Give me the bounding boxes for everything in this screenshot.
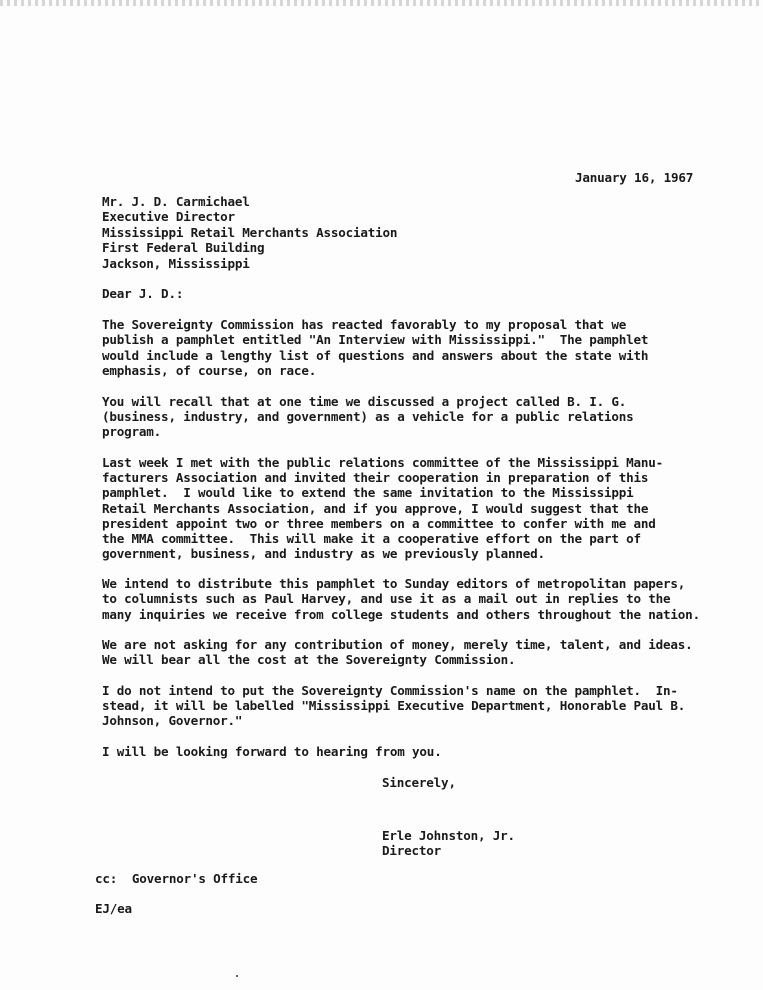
letter-date: January 16, 1967 [575,170,694,185]
body-line: I will be looking forward to hearing from you. [102,744,442,759]
body-line: Retail Merchants Association, and if you approve, I would suggest that the [102,501,649,516]
body-line: emphasis, of course, on race. [102,363,317,378]
body-line: The Sovereignty Commission has reacted favorably to my proposal that we [102,317,627,332]
body-line: to columnists such as Paul Harvey, and use it as a mail out in replies to the [102,591,671,606]
body-line: You will recall that at one time we discussed a project called B. I. G. [102,394,627,409]
body-line: publish a pamphlet entitled "An Interview with Mississippi." The pamphlet [102,332,649,347]
body-line: would include a lengthy list of questions and answers about the state with [102,348,649,363]
address-line: Mr. J. D. Carmichael [102,194,250,209]
body-line: government, business, and industry as we previously planned. [102,546,545,561]
typist-initials: EJ/ea [95,901,132,916]
address-line: Mississippi Retail Merchants Association [102,225,398,240]
signer-title: Director [382,843,442,858]
body-line: (business, industry, and government) as a vehicle for a public relations [102,409,634,424]
address-line: Jackson, Mississippi [102,256,250,271]
body-line: facturers Association and invited their cooperation in preparation of this [102,470,649,485]
body-line: program. [102,424,162,439]
body-line: many inquiries we receive from college students and others throughout the nation. [102,607,700,622]
body-line: the MMA committee. This will make it a cooperative effort on the part of [102,531,641,546]
scan-edge [0,0,763,6]
cc-line: cc: Governor's Office [95,871,258,886]
signer-name: Erle Johnston, Jr. [382,828,515,843]
body-line: stead, it will be labelled "Mississippi Executive Department, Honorable Paul B. [102,698,686,713]
scan-speck [236,975,238,977]
closing: Sincerely, [382,775,456,790]
salutation: Dear J. D.: [102,286,184,301]
body-line: We will bear all the cost at the Sovereignty Commission. [102,652,516,667]
body-line: Johnson, Governor." [102,713,243,728]
body-line: We intend to distribute this pamphlet to Sunday editors of metropolitan papers, [102,576,686,591]
body-line: president appoint two or three members on a committee to confer with me and [102,516,656,531]
address-line: Executive Director [102,209,235,224]
body-line: pamphlet. I would like to extend the same invitation to the Mississippi [102,485,634,500]
body-line: I do not intend to put the Sovereignty Commission's name on the pamphlet. In- [102,683,678,698]
address-line: First Federal Building [102,240,265,255]
body-line: We are not asking for any contribution of money, merely time, talent, and ideas. [102,637,693,652]
body-line: Last week I met with the public relations committee of the Mississippi Manu- [102,455,664,470]
